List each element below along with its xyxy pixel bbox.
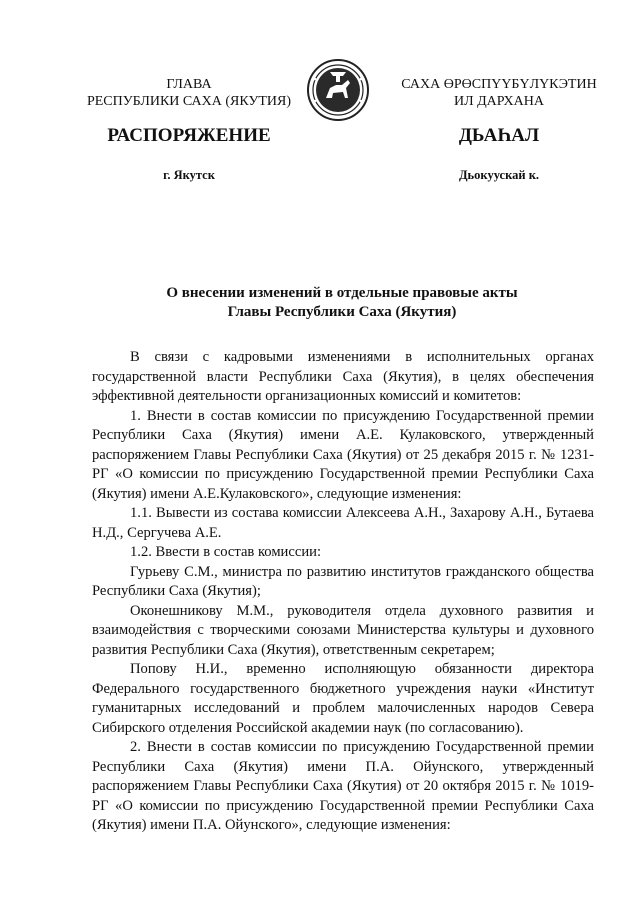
paragraph-member-guryeva: Гурьеву С.М., министра по развитию институтов гражданского общества Республики Саха (Якутия); bbox=[92, 563, 594, 599]
header-left-line2: РЕСПУБЛИКИ САХА (ЯКУТИЯ) bbox=[86, 94, 292, 109]
paragraph-item-1-2: 1.2. Ввести в состав комиссии: bbox=[130, 544, 322, 560]
document-title-line1: О внесении изменений в отдельные правовые акты bbox=[166, 285, 518, 301]
paragraph-member-okoneshnikova: Оконешникову М.М., руководителя отдела духовного развития и взаимодействия с творческими союзами Министерства культуры и духовного развития Республики Саха (Якутия), ответственным секретарем; bbox=[92, 602, 594, 658]
document-body bbox=[92, 348, 594, 836]
header-right-line1: САХА ӨРӨСПҮҮБҮЛҮКЭТИН bbox=[401, 77, 597, 92]
header-right-line2: ИЛ ДАРХАНА bbox=[453, 94, 544, 109]
city-ru: г. Якутск bbox=[163, 168, 215, 182]
doc-type-sakha: ДЬАҺАЛ bbox=[458, 125, 540, 146]
doc-type-ru: РАСПОРЯЖЕНИЕ bbox=[107, 125, 271, 146]
paragraph-item-1: 1. Внести в состав комиссии по присуждению Государственной премии Республики Саха (Якутия) имени А.Е. Кулаковского, утвержденный распоряжением Главы Республики Саха (Якутия) от 25 декабря 2015 г. № 1231-РГ «О комиссии по присуждению Государственной премии Республики Саха (Якутия) имени А.Е.Кулаковского», следующие изменения: bbox=[92, 407, 594, 502]
document-title bbox=[92, 284, 592, 322]
city-sakha: Дьокуускай к. bbox=[458, 168, 540, 182]
paragraph-preamble: В связи с кадровыми изменениями в исполнительных органах государственной власти Республики Саха (Якутия), в целях обеспечения эффективной деятельности организационных комиссий и комитетов: bbox=[92, 349, 594, 404]
paragraph-item-2: 2. Внести в состав комиссии по присуждению Государственной премии Республики Саха (Якутия) имени П.А. Ойунского, утвержденный распоряжением Главы Республики Саха (Якутия) от 20 октября 2015 г. № 1019-РГ «О комиссии по присуждению Государственной премии Республики Саха (Якутия) имени П.А. Ойунского», следующие изменения: bbox=[92, 739, 594, 833]
header-left-block bbox=[80, 76, 298, 110]
paragraph-item-1-1: 1.1. Вывести из состава комиссии Алексеева А.Н., Захарову А.Н., Бутаева Н.Д., Сергучева А.Е. bbox=[92, 505, 594, 541]
document-title-line2: Главы Республики Саха (Якутия) bbox=[227, 304, 457, 320]
paragraph-member-popova: Попову Н.И., временно исполняющую обязанности директора Федерального государственного бюджетного учреждения науки «Институт гуманитарных исследований и проблем малочисленных народов Севера Сибирского отделения Российской академии наук (по согласованию). bbox=[92, 661, 594, 736]
coat-of-arms-emblem bbox=[306, 58, 370, 122]
header-left-line1: ГЛАВА bbox=[166, 77, 212, 92]
header-right-block bbox=[390, 76, 608, 110]
